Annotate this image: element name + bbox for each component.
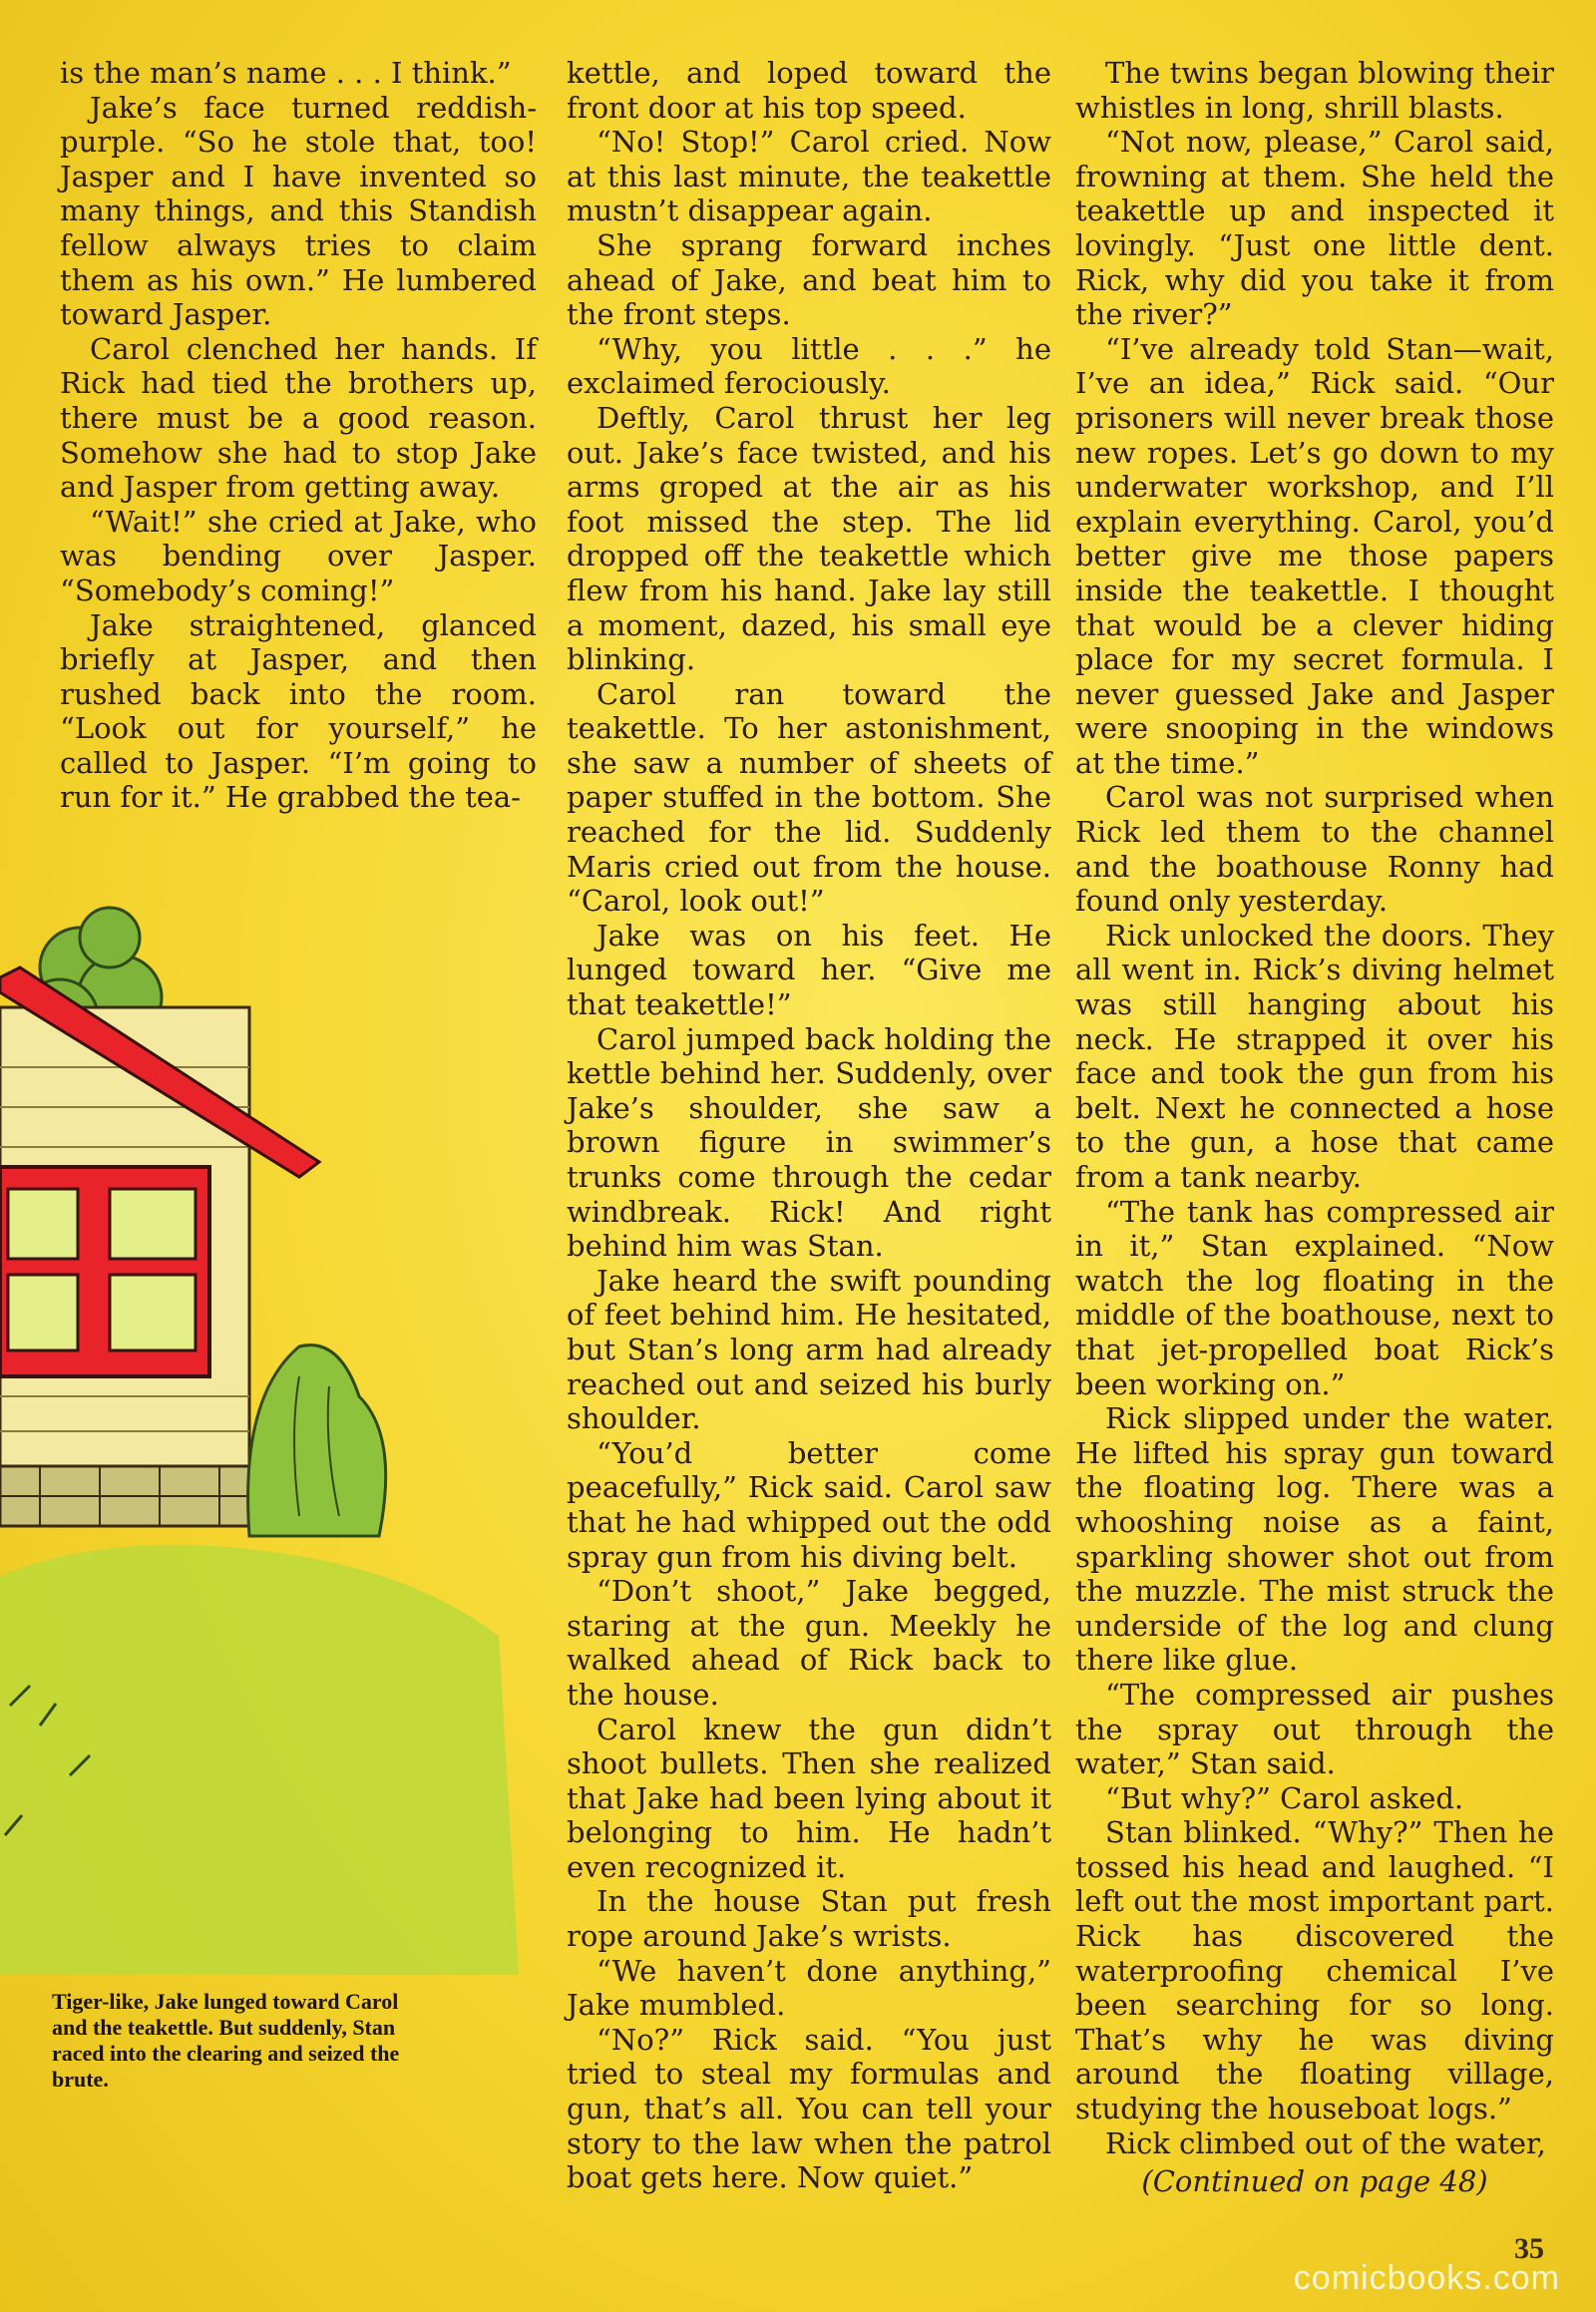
paragraph: “You’d better come peacefully,” Rick said. Carol saw that he had whipped out the odd spray gun from his diving belt.	[567, 1435, 1051, 1574]
text-column-1	[60, 56, 537, 815]
illustration-caption: Tiger-like, Jake lunged toward Carol and the teakettle. But suddenly, Stan raced into the clearing and seized the brute.	[52, 1989, 400, 2092]
paragraph: Jake was on his feet. He lunged toward her. “Give me that teakettle!”	[567, 918, 1051, 1022]
paragraph: “But why?” Carol asked.	[1105, 1780, 1464, 1815]
paragraph: “I’ve already told Stan—wait, I’ve an idea,” Rick said. “Our prisoners will never break those new ropes. Let’s go down to my underwater workshop, and I’ll explain everything. Carol, you’d better give me those papers inside the teakettle. I thought that would be a clever hiding place for my secret formula. I never guessed Jake and Jasper were snooping in the windows at the time.”	[1075, 331, 1554, 780]
paragraph: She sprang forward inches ahead of Jake, and beat him to the front steps.	[567, 227, 1051, 332]
paragraph: Stan blinked. “Why?” Then he tossed his head and laughed. “I left out the most important part. Rick has discovered the waterproofing chemical I’ve been searching for so long. That’s why he was diving around the floating village, studying the houseboat logs.”	[1075, 1815, 1554, 2126]
paragraph: Carol knew the gun didn’t shoot bullets. Then she realized that Jake had been lying about it belonging to him. He hadn’t even recognized it.	[567, 1712, 1051, 1884]
paragraph: “Why, you little . . .” he exclaimed ferociously.	[567, 331, 1051, 401]
paragraph: “Not now, please,” Carol said, frowning at them. She held the teakettle up and inspected it lovingly. “Just one little dent. Rick, why did you take it from the river?”	[1075, 125, 1554, 332]
paragraph: “Don’t shoot,” Jake begged, staring at the gun. Meekly he walked ahead of Rick back to the house.	[567, 1574, 1051, 1712]
paragraph: Rick unlocked the doors. They all went in. Rick’s diving helmet was still hanging about his neck. He strapped it over his face and took the gun from his belt. Next he connected a hose to the gun, a hose that came from a tank nearby.	[1075, 918, 1554, 1194]
text-column-2	[567, 56, 1051, 2195]
page-number: 35	[1514, 2232, 1544, 2265]
paragraph: Deftly, Carol thrust her leg out. Jake’s face twisted, and his arms groped at the air as his foot missed the step. The lid dropped off the teakettle which flew from his hand. Jake lay still a moment, dazed, his small eye blinking.	[567, 400, 1051, 677]
paragraph: “No?” Rick said. “You just tried to steal my formulas and gun, that’s all. You can tell your story to the law when the patrol boat gets here. Now quiet.”	[567, 2022, 1051, 2195]
continued-note: (Continued on page 48)	[1141, 2164, 1488, 2199]
house-illustration	[0, 878, 559, 1975]
paragraph: Jake’s face turned reddish-purple. “So he stole that, too! Jasper and I have invented so many things, and this Standish fellow always tries to claim them as his own.” He lumbered toward Jasper.	[60, 90, 537, 332]
watermark: comicbooks.com	[1293, 2259, 1560, 2297]
paragraph: “Wait!” she cried at Jake, who was bending over Jasper. “Somebody’s coming!”	[60, 504, 537, 607]
paragraph: In the house Stan put fresh rope around Jake’s wrists.	[567, 1884, 1051, 1954]
paragraph: Carol was not surprised when Rick led them to the channel and the boathouse Ronny had found only yesterday.	[1075, 780, 1554, 919]
paragraph: Carol ran toward the teakettle. To her astonishment, she saw a number of sheets of paper stuffed in the bottom. She reached for the lid. Suddenly Maris cried out from the house. “Carol, look out!”	[567, 676, 1051, 919]
paragraph: “The compressed air pushes the spray out through the water,” Stan said.	[1075, 1677, 1554, 1781]
paragraph: is the man’s name . . . I think.”	[60, 56, 512, 90]
paragraph: Jake heard the swift pounding of feet behind him. He hesitated, but Stan’s long arm had already reached out and seized his burly shoulder.	[567, 1263, 1051, 1436]
paragraph: Rick climbed out of the water,	[1105, 2125, 1546, 2160]
paragraph: Carol jumped back holding the kettle behind her. Suddenly, over Jake’s shoulder, she saw a brown figure in swimmer’s trunks come through the cedar windbreak. Rick! And right behind him was Stan.	[567, 1021, 1051, 1264]
paragraph: “No! Stop!” Carol cried. Now at this last minute, the teakettle mustn’t disappear again.	[567, 125, 1051, 228]
paragraph: “The tank has compressed air in it,” Stan explained. “Now watch the log floating in the middle of the boathouse, next to that jet-propelled boat Rick’s been working on.”	[1075, 1194, 1554, 1401]
paragraph: Rick slipped under the water. He lifted his spray gun toward the floating log. There was a whooshing noise as a faint, sparkling shower shot out from the muzzle. The mist struck the underside of the log and clung there like glue.	[1075, 1401, 1554, 1678]
text-column-3	[1075, 56, 1554, 2199]
paragraph: Jake straightened, glanced briefly at Jasper, and then rushed back into the room. “Look out for yourself,” he called to Jasper. “I’m going to run for it.” He grabbed the tea-	[60, 607, 537, 815]
paragraph: “We haven’t done anything,” Jake mumbled.	[567, 1953, 1051, 2023]
paragraph: kettle, and loped toward the front door at his top speed.	[567, 56, 1051, 125]
paragraph: Carol clenched her hands. If Rick had tied the brothers up, there must be a good reason. Somehow she had to stop Jake and Jasper from getting away.	[60, 331, 537, 505]
paragraph: The twins began blowing their whistles in long, shrill blasts.	[1075, 56, 1554, 125]
